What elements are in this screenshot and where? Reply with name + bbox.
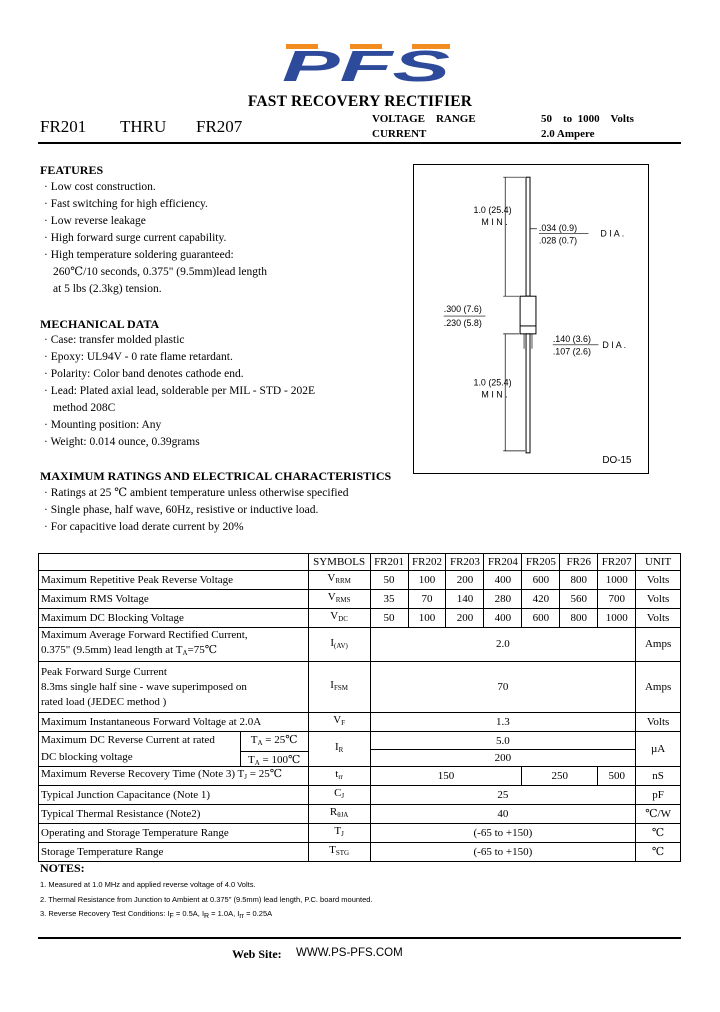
do15-package-diagram bbox=[413, 164, 649, 474]
svg-text:.140 (3.6): .140 (3.6) bbox=[552, 333, 591, 344]
table-row: Maximum Reverse Recovery Time (Note 3) $T_J$ = 25℃ $t_{rr}$ 150 250 500 nS bbox=[39, 767, 681, 786]
svg-text:1.0 (25.4): 1.0 (25.4) bbox=[473, 377, 512, 388]
voltage-label: VOLTAGE RANGE bbox=[372, 113, 476, 125]
table-header-row: SYMBOLS FR201 FR202 FR203 FR204 FR205 FR26 FR207 UNIT bbox=[39, 554, 681, 571]
svg-text:M I N .: M I N . bbox=[481, 389, 508, 400]
svg-text:M I N .: M I N . bbox=[481, 216, 508, 227]
current-label: CURRENT bbox=[372, 128, 427, 140]
mech-item: · Polarity: Color band denotes cathode end. bbox=[44, 368, 244, 380]
note-2: 2. Thermal Resistance from Junction to Ambient at 0.375" (9.5mm) lead length, P.C. board mounted. bbox=[40, 895, 373, 904]
pfs-logo bbox=[280, 42, 455, 84]
svg-text:.028 (0.7): .028 (0.7) bbox=[538, 235, 578, 246]
table-row: Maximum DC Blocking Voltage $V_{DC}$ 50 100 200 400 600 800 1000 Volts bbox=[39, 609, 681, 628]
part-thru: THRU bbox=[120, 117, 167, 136]
svg-text:1.0 (25.4): 1.0 (25.4) bbox=[473, 204, 512, 215]
features-heading: FEATURES bbox=[40, 163, 104, 177]
feature-item: · High temperature soldering guaranteed: bbox=[44, 249, 234, 261]
rating-item: · Single phase, half wave, 60Hz, resistive or inductive load. bbox=[44, 504, 319, 516]
current-value: 2.0 Ampere bbox=[541, 128, 595, 140]
feature-item-cont: at 5 lbs (2.3kg) tension. bbox=[53, 283, 162, 295]
part-from: FR201 bbox=[40, 117, 87, 136]
table-row: Operating and Storage Temperature Range $T_J$ (-65 to +150) ℃ bbox=[39, 824, 681, 843]
rating-item: · Ratings at 25 ℃ ambient temperature unless otherwise specified bbox=[44, 487, 349, 499]
svg-text:D I A .: D I A . bbox=[602, 339, 627, 350]
note-3: 3. Reverse Recovery Test Conditions: $I_F = 0.5A$, $I_R = 1.0A$, $I_{rr} = 0.25A$ bbox=[40, 909, 273, 920]
feature-item-cont: 260℃/10 seconds, 0.375" (9.5mm)lead length bbox=[53, 266, 267, 278]
page-title: FAST RECOVERY RECTIFIER bbox=[247, 93, 473, 110]
header-rule bbox=[38, 142, 681, 144]
note-1: 1. Measured at 1.0 MHz and applied reverse voltage of 4.0 Volts. bbox=[40, 880, 256, 889]
mech-heading: MECHANICAL DATA bbox=[40, 317, 160, 331]
table-row: Maximum Repetitive Peak Reverse Voltage $V_{RRM}$ 50 100 200 400 600 800 1000 Volts bbox=[39, 571, 681, 590]
mech-item-cont: method 208C bbox=[53, 402, 116, 414]
table-row: Maximum RMS Voltage $V_{RMS}$ 35 70 140 280 420 560 700 Volts bbox=[39, 590, 681, 609]
mech-item: · Lead: Plated axial lead, solderable per MIL - STD - 202E bbox=[44, 385, 316, 397]
svg-text:DO-15: DO-15 bbox=[602, 454, 632, 466]
footer-label: Web Site: bbox=[232, 947, 282, 961]
feature-item: · Low reverse leakage bbox=[44, 215, 146, 227]
table-row: Typical Junction Capacitance (Note 1) $C_J$ 25 pF bbox=[39, 786, 681, 805]
svg-text:.300 (7.6): .300 (7.6) bbox=[443, 304, 482, 315]
svg-text:PFS: PFS bbox=[282, 42, 450, 84]
svg-text:D I A .: D I A . bbox=[600, 228, 625, 239]
website-link[interactable]: WWW.PS-PFS.COM bbox=[296, 947, 403, 959]
mech-item: · Epoxy: UL94V - 0 rate flame retardant. bbox=[44, 351, 233, 363]
mech-item: · Weight: 0.014 ounce, 0.39grams bbox=[44, 436, 200, 448]
table-row: Storage Temperature Range $T_{STG}$ (-65 to +150) ℃ bbox=[39, 843, 681, 862]
ratings-heading: MAXIMUM RATINGS AND ELECTRICAL CHARACTERISTICS bbox=[40, 469, 392, 483]
body bbox=[520, 296, 536, 334]
svg-text:.230 (5.8): .230 (5.8) bbox=[443, 317, 482, 328]
feature-item: · Low cost construction. bbox=[44, 181, 156, 193]
table-row: Maximum Average Forward Rectified Current, 0.375" (9.5mm) lead length at $T_A=75℃$ $I_{(AV)}$ 2.0 Amps bbox=[39, 628, 681, 662]
table-row: Maximum Instantaneous Forward Voltage at 2.0A $V_F$ 1.3 Volts bbox=[39, 713, 681, 732]
table-row: Peak Forward Surge Current 8.3ms single half sine - wave superimposed on rated load (JEDEC method ) $I_{FSM}$ 70 Amps bbox=[39, 662, 681, 713]
mech-item: · Case: transfer molded plastic bbox=[44, 334, 185, 346]
mech-item: · Mounting position: Any bbox=[44, 419, 162, 431]
rating-item: · For capacitive load derate current by 20% bbox=[44, 521, 244, 533]
table-row: Typical Thermal Resistance (Note2) $R_{\theta JA}$ 40 ℃/W bbox=[39, 805, 681, 824]
footer-rule bbox=[38, 937, 681, 939]
feature-item: · Fast switching for high efficiency. bbox=[44, 198, 208, 210]
lead-top bbox=[526, 177, 530, 296]
lead-bottom bbox=[526, 334, 530, 453]
notes-heading: NOTES: bbox=[40, 861, 85, 875]
voltage-value: 50 to 1000 Volts bbox=[541, 113, 634, 125]
part-to: FR207 bbox=[196, 117, 243, 136]
feature-item: · High forward surge current capability. bbox=[44, 232, 227, 244]
svg-text:.107 (2.6): .107 (2.6) bbox=[552, 346, 591, 357]
table-row: Maximum DC Reverse Current at rated DC blocking voltage $T_A$ = 25℃ $T_A$ = 100℃ $I_R$ 5.0 200 µA bbox=[39, 732, 681, 767]
ratings-table bbox=[38, 553, 681, 862]
svg-text:.034 (0.9): .034 (0.9) bbox=[538, 222, 578, 233]
